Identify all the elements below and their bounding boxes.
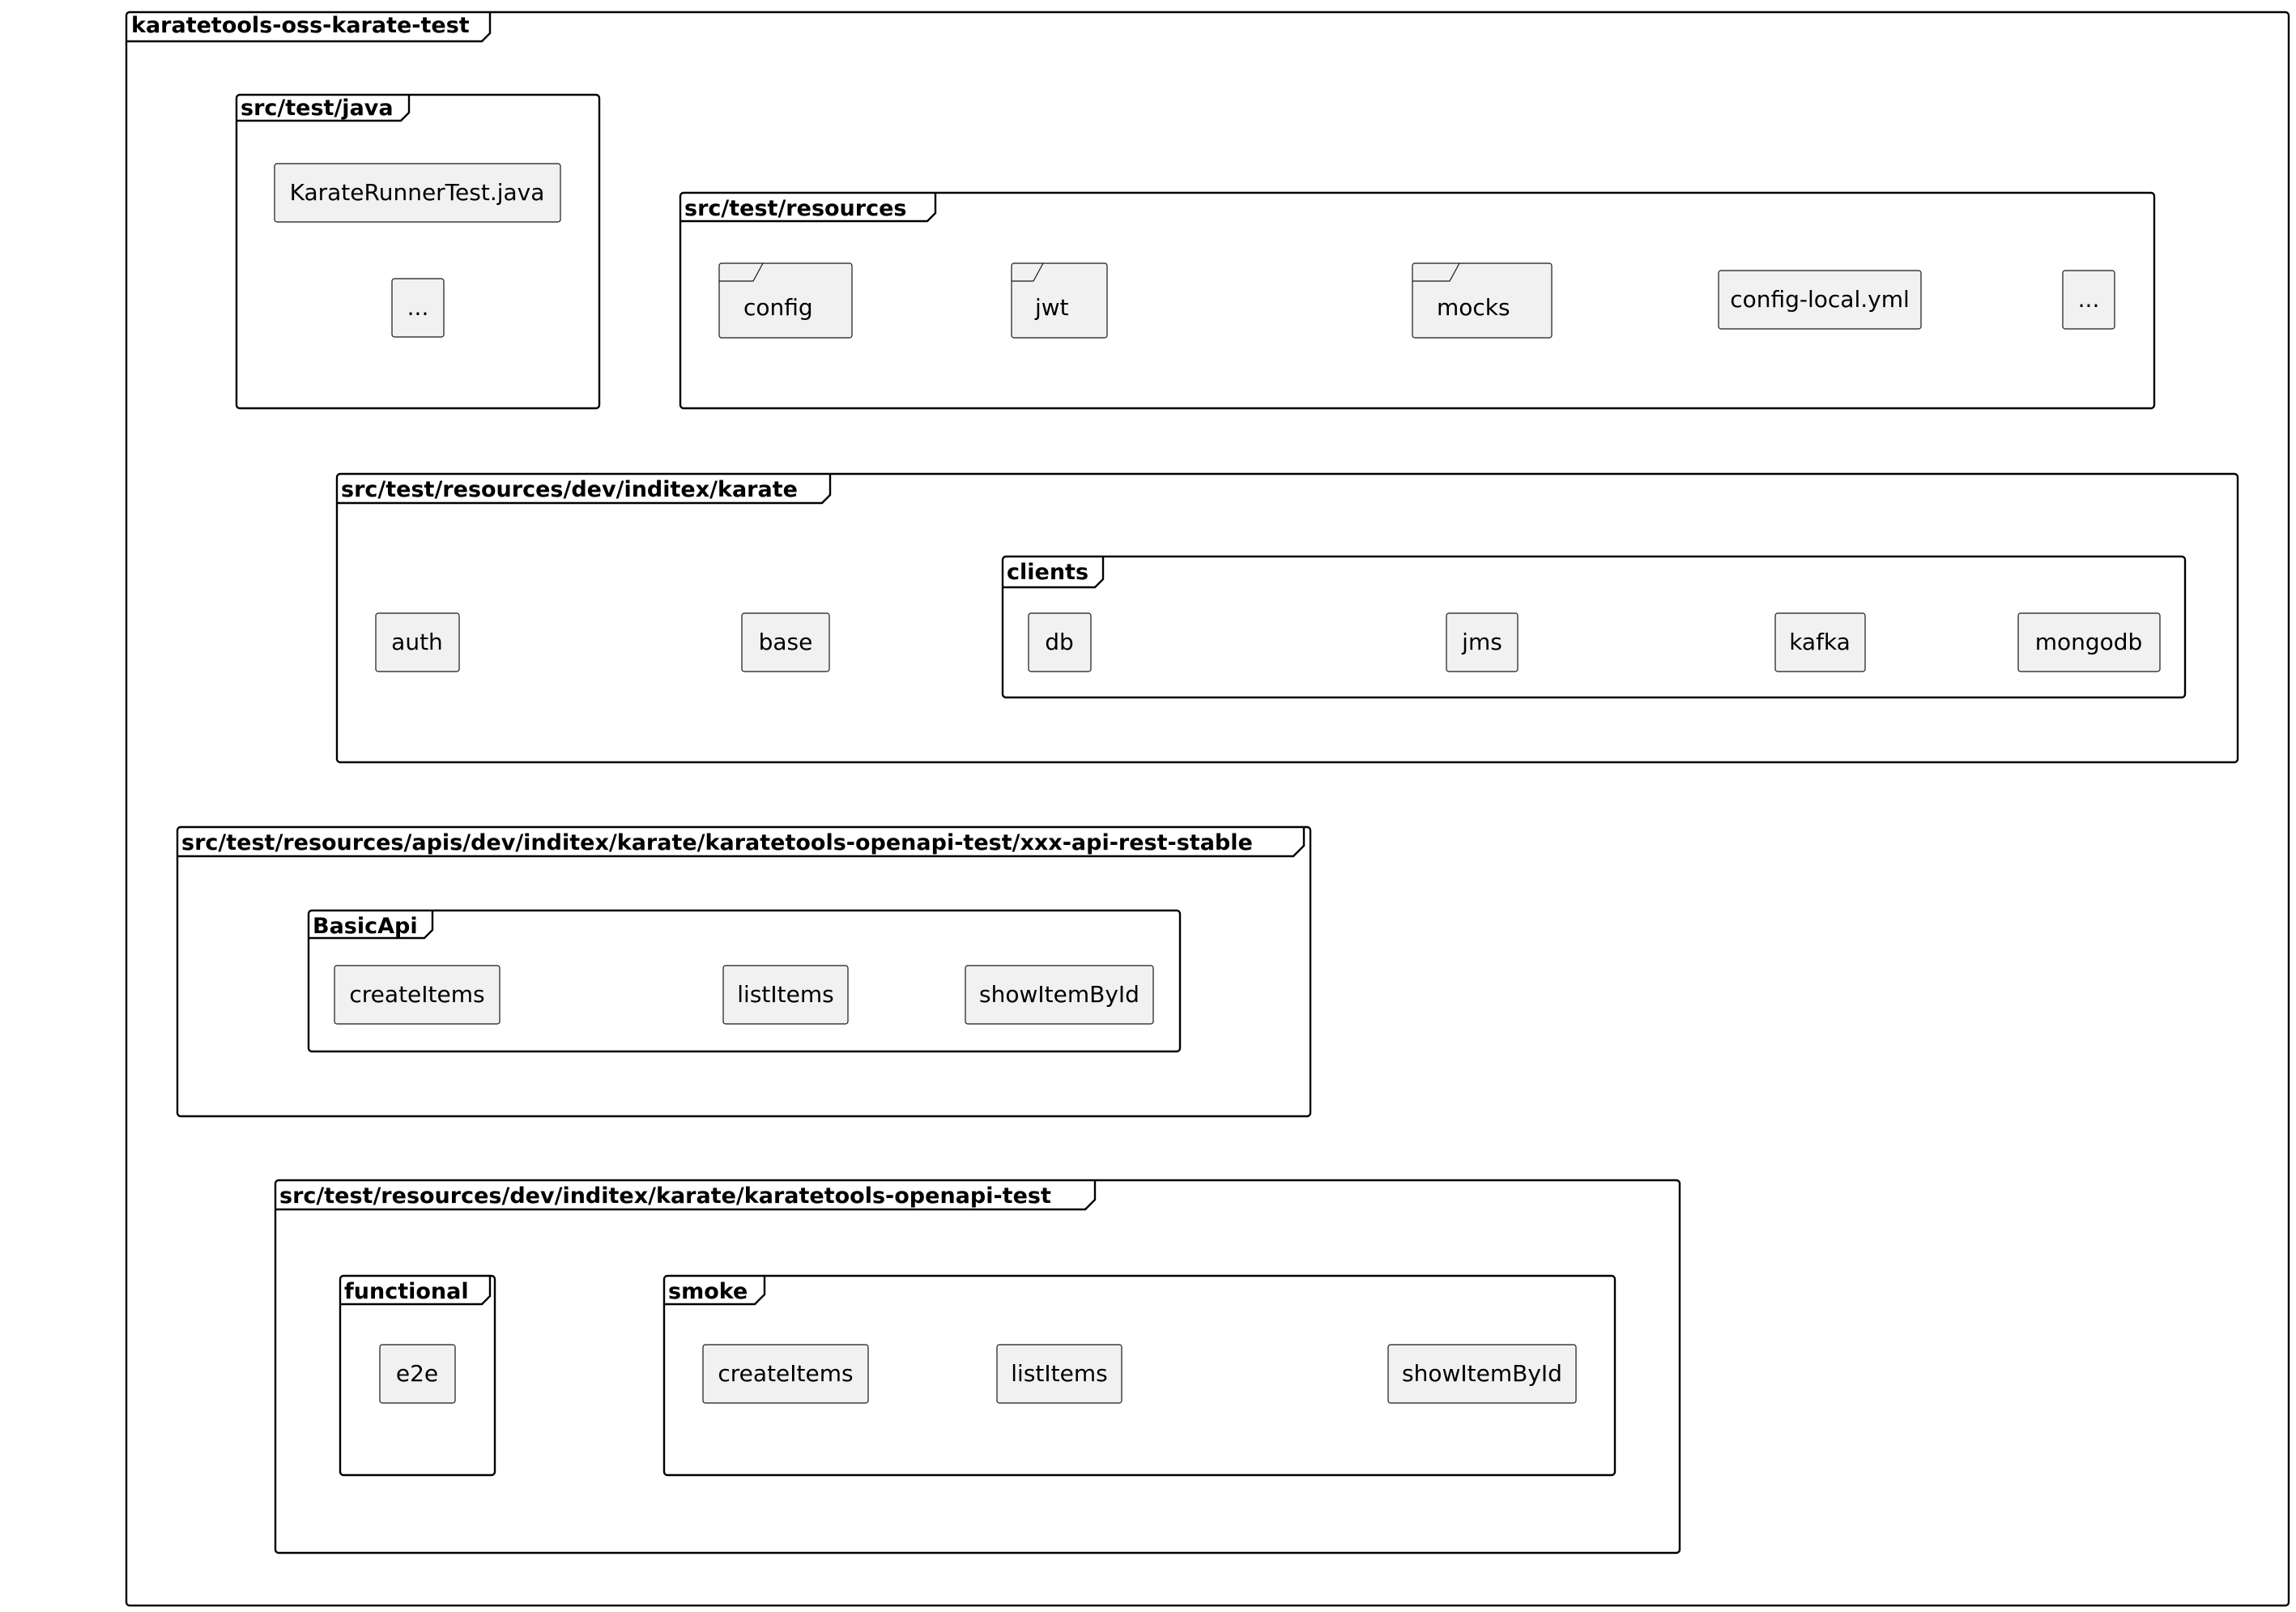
node-label: jms (1462, 629, 1502, 655)
node-label: mocks (1437, 294, 1510, 321)
node-mongodb[interactable] (2018, 613, 2160, 672)
node-label: config-local.yml (1730, 286, 1910, 313)
node-kafka[interactable] (1775, 613, 1865, 672)
node-label: ... (407, 294, 429, 321)
node-label: listItems (1011, 1360, 1108, 1387)
node-label: KarateRunnerTest.java (289, 179, 545, 206)
frame-title: functional (344, 1279, 469, 1304)
frame-title: src/test/java (241, 96, 394, 121)
node-smoke-show-item-by-id[interactable] (1388, 1345, 1576, 1403)
node-label: showItemById (1402, 1360, 1562, 1387)
node-label: config (743, 294, 813, 321)
node-label: showItemById (979, 981, 1139, 1008)
node-label: base (758, 629, 813, 655)
frame-clients (1003, 557, 2185, 697)
frame-title: smoke (668, 1279, 748, 1304)
frame-title: src/test/resources (684, 196, 907, 221)
frame-smoke (664, 1276, 1615, 1475)
node-auth[interactable] (376, 613, 459, 672)
node-smoke-list-items[interactable] (997, 1345, 1122, 1403)
frame-src-test-java (236, 95, 599, 408)
node-label: e2e (395, 1360, 439, 1387)
frame-src-test-resources (680, 193, 2154, 408)
frame-karate (337, 474, 2238, 762)
folder-jwt[interactable] (1012, 263, 1107, 338)
frame-basicapi (309, 910, 1180, 1051)
folder-mocks[interactable] (1412, 263, 1552, 338)
node-smoke-create-items[interactable] (703, 1345, 868, 1403)
frame-title: src/test/resources/dev/inditex/karate (341, 477, 798, 502)
node-label: db (1045, 629, 1074, 655)
node-config-local-yml[interactable] (1719, 271, 1921, 329)
node-label: kafka (1789, 629, 1851, 655)
node-java-ellipsis[interactable] (392, 279, 444, 337)
frame-title: src/test/resources/dev/inditex/karate/karatetools-openapi-test (279, 1183, 1051, 1209)
node-db[interactable] (1029, 613, 1091, 672)
frame-title: src/test/resources/apis/dev/inditex/karate/karatetools-openapi-test/xxx-api-rest-stable (181, 830, 1253, 855)
node-api-list-items[interactable] (723, 966, 848, 1024)
frame-apis-xxx-api-rest-stable (177, 827, 1310, 1116)
frame-title: BasicApi (313, 914, 418, 939)
node-api-show-item-by-id[interactable] (965, 966, 1153, 1024)
node-karate-runner-test[interactable] (275, 164, 560, 222)
node-label: createItems (718, 1360, 854, 1387)
folder-config[interactable] (719, 263, 852, 338)
frame-title: karatetools-oss-karate-test (131, 13, 470, 38)
node-api-create-items[interactable] (334, 966, 500, 1024)
node-e2e[interactable] (380, 1345, 455, 1403)
node-label: jwt (1035, 294, 1069, 321)
frame-karatetools-openapi-test (275, 1180, 1680, 1553)
node-jms[interactable] (1446, 613, 1518, 672)
frame-title: clients (1007, 560, 1089, 585)
node-label: ... (2077, 286, 2100, 313)
node-label: createItems (349, 981, 485, 1008)
node-label: listItems (737, 981, 834, 1008)
node-resources-ellipsis[interactable] (2063, 271, 2115, 329)
node-label: mongodb (2034, 629, 2143, 655)
node-base[interactable] (742, 613, 829, 672)
node-label: auth (391, 629, 443, 655)
frame-functional (340, 1276, 495, 1475)
